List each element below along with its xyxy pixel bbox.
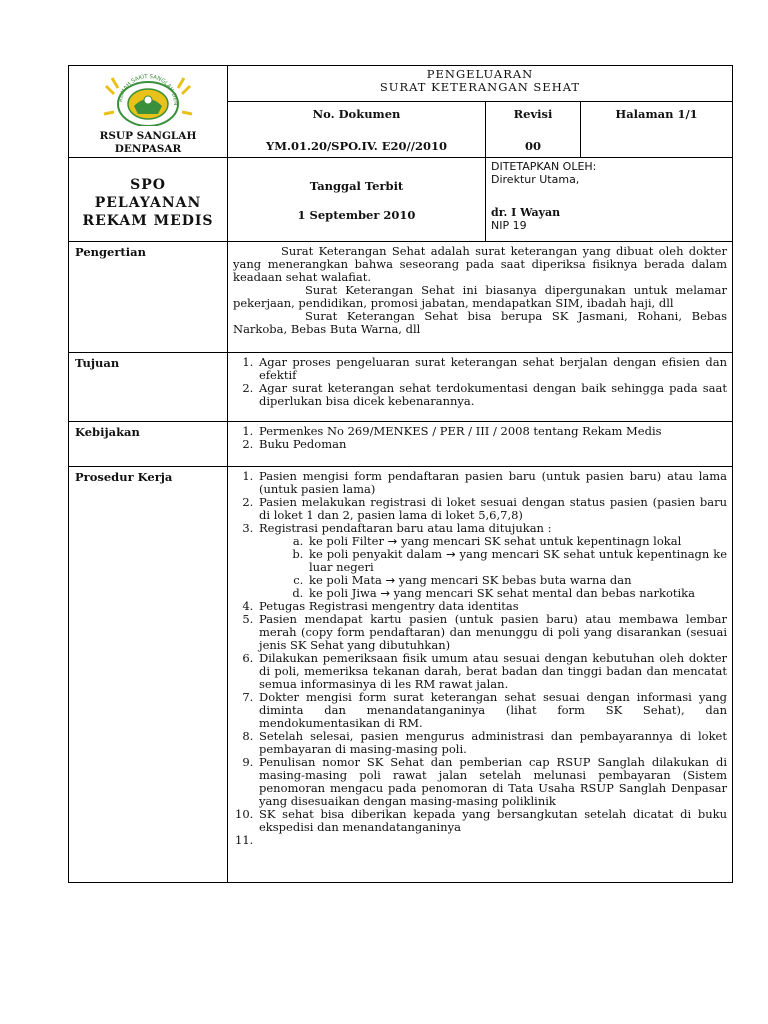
tujuan-content <box>228 353 733 422</box>
arrow-right-icon: → <box>380 586 391 600</box>
revisi-label: Revisi <box>486 102 581 136</box>
sublist-item: c. ke poli Mata → yang mencari SK bebas buta warna dan <box>307 574 727 587</box>
svg-text:RUMAH SAKIT SANGLAH DENPASAR: RUMAH SAKIT SANGLAH DEN <box>118 73 179 106</box>
tanggal-terbit-value: 1 September 2010 <box>297 208 416 222</box>
ditetapkan-label: DITETAPKAN OLEH: <box>491 160 597 173</box>
kebijakan-list <box>233 425 727 451</box>
sublist-item: b. ke poli penyakit dalam → yang mencari SK sehat untuk kepentinagn ke luar negeri <box>307 548 727 574</box>
list-item: 1. Permenkes No 269/MENKES / PER / III / 2008 tentang Rekam Medis <box>257 425 727 438</box>
sublist-item: a. ke poli Filter → yang mencari SK sehat untuk kepentinagn lokal <box>307 535 727 548</box>
poli-sublist <box>259 535 727 600</box>
list-item: 5. Pasien mendapat kartu pasien (untuk pasien baru) atau membawa lembar merah (copy form pendaftaran) dan menunggu di poli yang disarankan (sesuai jenis SK Sehat yang dibutuhkan) <box>257 613 727 652</box>
spo-line1: SPO <box>130 177 166 193</box>
tujuan-label: Tujuan <box>69 353 228 422</box>
title-line2: SURAT KETERANGAN SEHAT <box>379 80 581 94</box>
kebijakan-label: Kebijakan <box>69 422 228 467</box>
list-item: 1. Pasien mengisi form pendaftaran pasien baru (untuk pasien baru) atau lama (untuk pasien lama) <box>257 470 727 496</box>
list-item: 2. Buku Pedoman <box>257 438 727 451</box>
tujuan-list <box>233 356 727 408</box>
arrow-right-icon: → <box>385 573 396 587</box>
list-item: 8. Setelah selesai, pasien mengurus administrasi dan pembayarannya di loket pembayaran di masing-masing poli. <box>257 730 727 756</box>
header-table <box>68 65 733 242</box>
document-title <box>228 66 733 102</box>
list-item: 9. Penulisan nomor SK Sehat dan pemberian cap RSUP Sanglah dilakukan di masing-masing poli rawat jalan setelah melunasi pembayaran (Sistem penomoran mengacu pada penomoran di Tata Usaha RSUP Sanglah Denpasar yang disesuaikan dengan masing-masing poliklinik <box>257 756 727 808</box>
list-item: 6. Dilakukan pemeriksaan fisik umum atau sesuai dengan kebutuhan oleh dokter di poli, memeriksa tekanan darah, berat badan dan tinggi badan dan mencatat semua informasinya di les RM rawat jalan. <box>257 652 727 691</box>
prosedur-list <box>233 470 727 847</box>
signatory-name: dr. I Wayan <box>491 206 561 219</box>
tanggal-terbit-cell <box>228 158 486 242</box>
pengertian-label: Pengertian <box>69 242 228 353</box>
list-item-text: Registrasi pendaftaran baru atau lama ditujukan : <box>259 521 552 535</box>
pengertian-paragraph-1: Surat Keterangan Sehat adalah surat keterangan yang dibuat oleh dokter yang menerangkan bahwa seseorang pada saat diperiksa fisiknya berada dalam keadaan sehat walafiat. <box>233 244 727 284</box>
ditetapkan-cell <box>486 158 733 242</box>
pengertian-paragraph-3: Surat Keterangan Sehat bisa berupa SK Jasmani, Rohani, Bebas Narkoba, Bebas Buta Warna, dll <box>233 309 727 336</box>
hospital-name-line2: DENPASAR <box>114 143 182 155</box>
list-item: 2. Agar surat keterangan sehat terdokumentasi dengan baik sehingga pada saat diperlukan bisa dicek kebenarannya. <box>257 382 727 408</box>
list-item <box>257 834 727 847</box>
direktur-label: Direktur Utama, <box>491 173 580 186</box>
spo-line2: PELAYANAN <box>94 195 202 211</box>
no-dokumen-value: YM.01.20/SPO.IV. E20//2010 <box>228 136 486 158</box>
no-dokumen-label: No. Dokumen <box>228 102 486 136</box>
list-item: 2. Pasien melakukan registrasi di loket sesuai dengan status pasien (pasien baru di loket 1 dan 2, pasien lama di loket 5,6,7,8) <box>257 496 727 522</box>
list-item: 10. SK sehat bisa diberikan kepada yang bersangkutan setelah dicatat di buku ekspedisi dan menandatanganinya <box>257 808 727 834</box>
content-table <box>68 241 733 883</box>
pengertian-content <box>228 242 733 353</box>
nip-label: NIP 19 <box>491 219 527 232</box>
title-line1: PENGELUARAN <box>426 67 534 81</box>
kebijakan-content <box>228 422 733 467</box>
spo-document <box>68 65 732 883</box>
halaman-label: Halaman 1/1 <box>581 102 733 158</box>
list-item: 7. Dokter mengisi form surat keterangan sehat sesuai dengan informasi yang diminta dan menandatanganinya (lihat form SK Sehat), dan mendokumentasikan di RM. <box>257 691 727 730</box>
list-item: 1. Agar proses pengeluaran surat keterangan sehat berjalan dengan efisien dan efektif <box>257 356 727 382</box>
pengertian-paragraph-2: Surat Keterangan Sehat ini biasanya dipergunakan untuk melamar pekerjaan, pendidikan, promosi jabatan, mendapatkan SIM, ibadah haji, dll <box>233 283 727 310</box>
list-item: 4. Petugas Registrasi mengentry data identitas <box>257 600 727 613</box>
hospital-name-line1: RSUP SANGLAH <box>99 130 197 142</box>
spo-line3: REKAM MEDIS <box>82 213 214 229</box>
prosedur-label: Prosedur Kerja <box>69 467 228 883</box>
sublist-item: d. ke poli Jiwa → yang mencari SK sehat mental dan bebas narkotika <box>307 587 727 600</box>
prosedur-content <box>228 467 733 883</box>
list-item <box>257 522 727 600</box>
logo-cell <box>69 66 228 158</box>
arrow-right-icon: → <box>387 534 398 548</box>
spo-title <box>69 158 228 242</box>
tanggal-terbit-label: Tanggal Terbit <box>309 179 404 193</box>
hospital-logo-icon <box>100 70 196 126</box>
revisi-value: 00 <box>486 136 581 158</box>
arrow-right-icon: → <box>445 547 456 561</box>
